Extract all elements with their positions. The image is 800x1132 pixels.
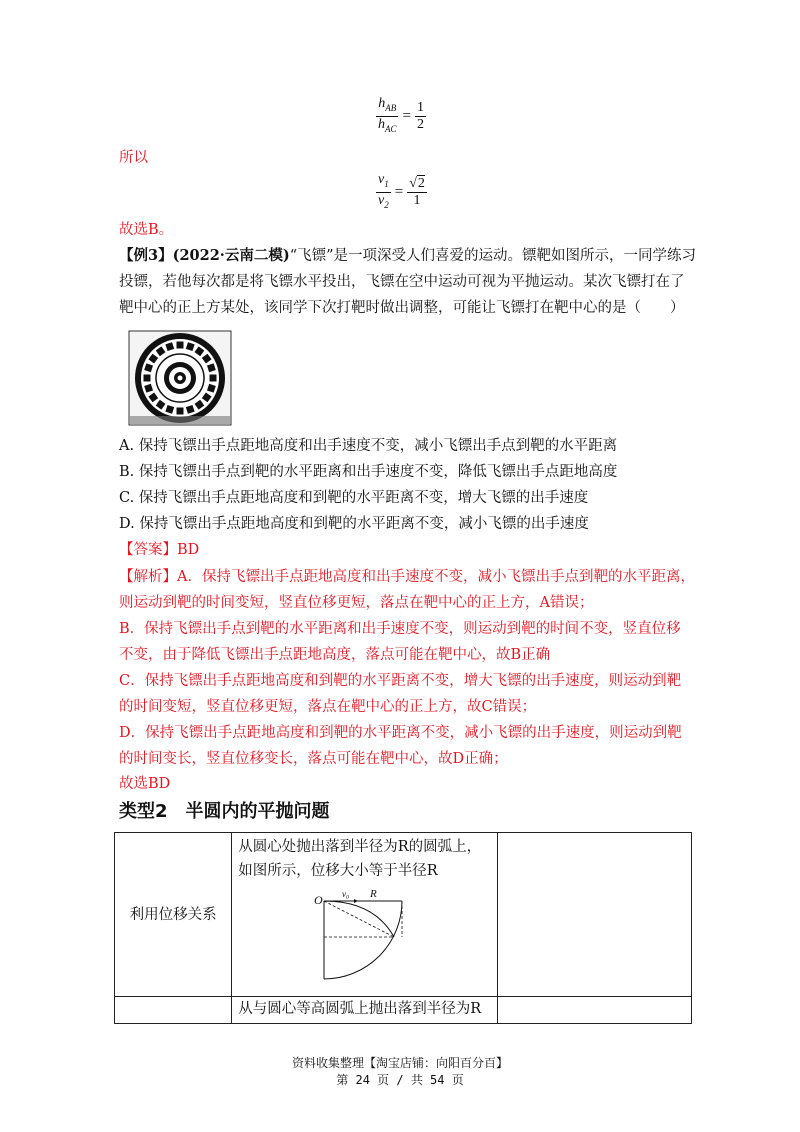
frac2-den-sub: 2 xyxy=(384,199,389,210)
frac1-den-sub: AC xyxy=(385,123,397,134)
sqrt-sign: √ xyxy=(409,176,417,192)
method-table xyxy=(114,832,692,1024)
fraction-v-ratio xyxy=(376,172,427,213)
frac1-rhs-den: 2 xyxy=(416,116,424,132)
dartboard-segment xyxy=(144,375,151,382)
row1-label-cell xyxy=(115,833,232,997)
frac2-eq: = xyxy=(394,183,404,200)
frac1-num: h xyxy=(378,96,386,111)
row2-text: 从与圆心等高圆弧上抛出落到半径为R xyxy=(238,1001,482,1017)
dartboard-segment xyxy=(177,342,184,349)
example-line1-rest: “飞镖”是一项深受人们喜爱的运动。镖靶如图所示，一同学练习 xyxy=(289,248,697,264)
example-line-2: 投镖，若他每次都是将飞镖水平投出，飞镖在空中运动可视为平抛运动。某次飞镖打在了 xyxy=(119,274,685,290)
row1-text-line2: 如图所示，位移大小等于半径R xyxy=(238,863,438,879)
row1-content-cell xyxy=(232,833,498,997)
example-line-3: 靶中心的正上方某处，该同学下次打靶时做出调整，可能让飞镖打在靶中心的是（ ） xyxy=(119,300,685,316)
dartboard-segment xyxy=(177,408,184,415)
frac2-rhs-den: 1 xyxy=(413,193,421,209)
option-b: B. 保持飞镖出手点到靶的水平距离和出手速度不变，降低飞镖出手点距地高度 xyxy=(119,464,618,480)
velocity-arrowhead xyxy=(354,899,358,903)
example-source: (2022·云南二模) xyxy=(172,247,290,264)
row1-empty-cell xyxy=(498,833,692,997)
footer-page-number: 第 24 页 / 共 54 页 xyxy=(336,1073,464,1087)
frac1-rhs-num: 1 xyxy=(416,99,424,115)
analysis-line-3: B．保持飞镖出手点到靶的水平距离和出手速度不变，则运动到靶的时间不变，竖直位移 xyxy=(119,621,681,637)
frac1-den: h xyxy=(378,116,385,132)
analysis-line-4: 不变，由于降低飞镖出手点距地高度，落点可能在靶中心，故B正确 xyxy=(119,647,551,663)
fig-label-r: R xyxy=(370,888,377,900)
row1-label: 利用位移关系 xyxy=(129,906,217,923)
example-line-1 xyxy=(119,246,696,266)
frac1-num-sub: AB xyxy=(385,102,397,113)
option-d: D. 保持飞镖出手点距地高度和到靶的水平距离不变，减小飞镖的出手速度 xyxy=(119,516,589,532)
semicircle-trajectory-figure xyxy=(314,887,464,987)
analysis-line-6: 的时间变短，竖直位移更短，落点在靶中心的正上方，故C错误； xyxy=(119,699,537,715)
frac2-num: v xyxy=(378,172,385,187)
fig-label-v0: v₀ xyxy=(342,889,350,899)
row2-empty-cell xyxy=(498,997,692,1024)
option-c: C. 保持飞镖出手点距地高度和到靶的水平距离不变，增大飞镖的出手速度 xyxy=(119,490,589,506)
answer-line: 【答案】BD xyxy=(119,542,200,558)
frac1-eq: = xyxy=(402,107,411,124)
section-heading: 类型2 半圆内的平抛问题 xyxy=(119,801,330,822)
analysis-line-7: D．保持飞镖出手点距地高度和到靶的水平距离不变，减小飞镖的出手速度，则运动到靶 xyxy=(119,725,682,741)
so-label: 所以 xyxy=(119,150,148,166)
semicircle-arc xyxy=(324,901,402,979)
row1-text-line1: 从圆心处抛出落到半径为R的圆弧上， xyxy=(238,839,482,855)
fraction-h-ratio xyxy=(376,96,426,137)
frac2-rhs-num: 2 xyxy=(417,176,425,192)
option-a: A. 保持飞镖出手点距地高度和出手速度不变，减小飞镖出手点到靶的水平距离 xyxy=(119,438,618,454)
dartboard-figure xyxy=(128,330,232,426)
dartboard-segment xyxy=(210,375,217,382)
table-row xyxy=(115,997,692,1024)
footer-source: 资料收集整理【淘宝店铺：向阳百分百】 xyxy=(291,1056,508,1070)
analysis-line-5: C．保持飞镖出手点距地高度和到靶的水平距离不变，增大飞镖的出手速度，则运动到靶 xyxy=(119,673,682,689)
fig-label-o: O xyxy=(314,893,323,907)
example-tag: 【例3】 xyxy=(119,247,173,264)
final-choice-line: 故选BD xyxy=(119,776,171,792)
analysis-line-8: 的时间变长，竖直位移变长，落点可能在靶中心，故D正确； xyxy=(119,751,508,767)
table-row xyxy=(115,833,692,997)
row2-label-cell xyxy=(115,997,232,1024)
frac2-num-sub: 1 xyxy=(384,178,389,189)
row2-content-cell xyxy=(232,997,498,1024)
choice-b-line: 故选B。 xyxy=(119,222,174,238)
analysis-line-2: 则运动到靶的时间变短，竖直位移更短，落点在靶中心的正上方，A错误； xyxy=(119,595,594,611)
analysis-line-1: 【解析】A．保持飞镖出手点距地高度和出手速度不变，减小飞镖出手点到靶的水平距离， xyxy=(119,569,695,585)
frac2-den: v xyxy=(378,192,385,208)
